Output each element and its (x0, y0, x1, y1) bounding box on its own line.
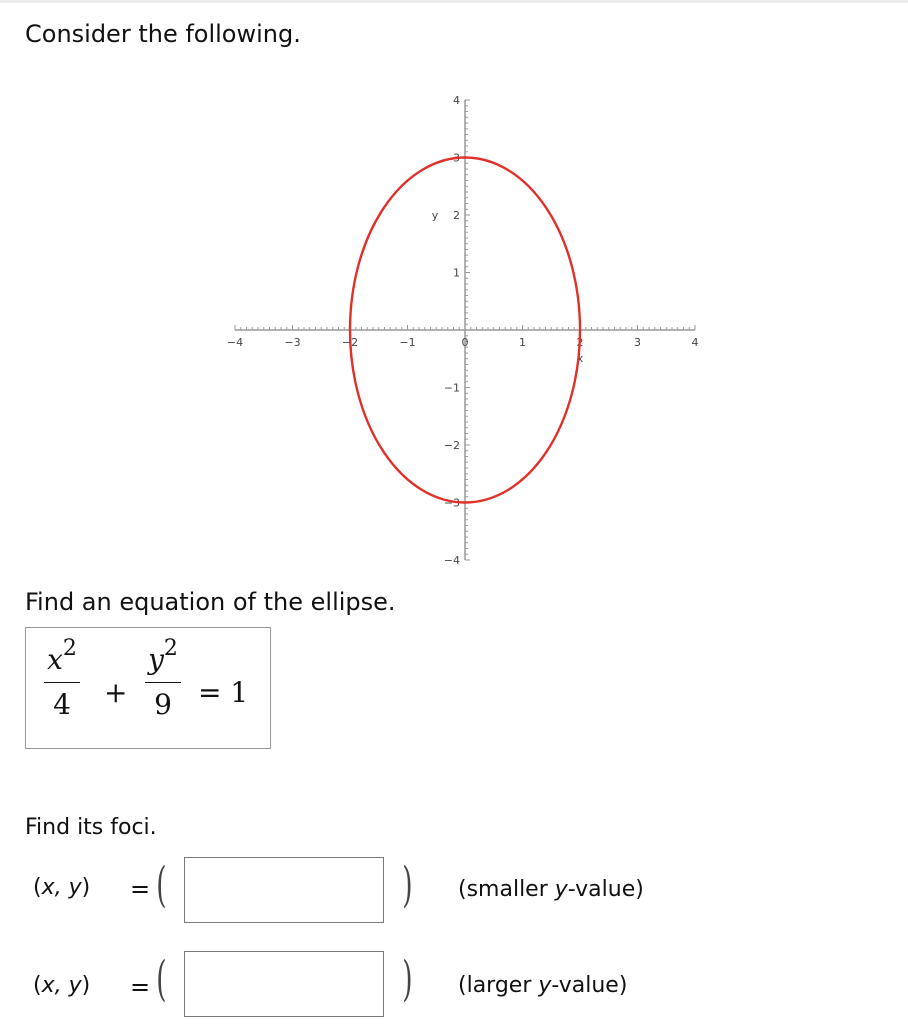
x-axis-label: x (576, 352, 584, 365)
y-tick-label: 3 (453, 151, 460, 165)
equals-one: = 1 (198, 676, 249, 709)
question-equation: Find an equation of the ellipse. (25, 588, 396, 616)
x-tick-label: 1 (519, 336, 526, 349)
x-tick-label: −2 (341, 336, 359, 349)
x-tick-label: 3 (634, 336, 641, 349)
y-tick-label: 2 (453, 209, 460, 222)
denominator-y: 9 (154, 688, 172, 721)
focus-row-larger (0, 949, 908, 1019)
y-tick-label: −4 (443, 554, 460, 567)
note-larger: (larger y-value) (458, 973, 628, 998)
open-paren: ( (156, 951, 167, 1007)
x-tick-label: −4 (226, 336, 244, 349)
ellipse-graph (226, 80, 740, 580)
fraction-y (141, 636, 185, 723)
prompt-text: Consider the following. (25, 20, 301, 48)
var-y: y (148, 643, 164, 676)
y-tick-label: −2 (443, 439, 460, 452)
note-smaller: (smaller y-value) (458, 877, 644, 902)
open-paren: ( (156, 857, 167, 913)
focus-row-smaller (0, 855, 908, 925)
y-axis-label: y (431, 209, 439, 222)
close-paren: ) (402, 951, 413, 1007)
question-foci: Find its foci. (25, 815, 157, 840)
denominator-x: 4 (53, 688, 71, 721)
equation-answer-box (25, 627, 271, 749)
x-tick-label: −3 (284, 336, 301, 349)
close-paren: ) (402, 857, 413, 913)
x-tick-label: 0 (461, 336, 469, 349)
exponent-y: 2 (163, 636, 178, 661)
focus-input-smaller[interactable] (184, 857, 384, 923)
x-tick-label: 4 (691, 336, 699, 349)
plus-sign: + (104, 676, 128, 709)
x-tick-label: 2 (576, 336, 584, 349)
x-tick-label: −1 (399, 336, 416, 349)
y-tick-label: −1 (443, 381, 460, 395)
point-label: (x, y) (33, 875, 91, 900)
y-tick-label: 4 (453, 94, 460, 107)
var-x: x (47, 643, 63, 676)
point-label: (x, y) (33, 973, 91, 998)
top-divider (0, 0, 908, 3)
exponent-x: 2 (62, 636, 77, 661)
y-tick-label: 1 (453, 266, 460, 280)
equals-sign: = (130, 875, 151, 903)
focus-input-larger[interactable] (184, 951, 384, 1017)
y-tick-label: −3 (443, 496, 460, 510)
equals-sign: = (130, 973, 151, 1001)
fraction-x (40, 636, 84, 723)
